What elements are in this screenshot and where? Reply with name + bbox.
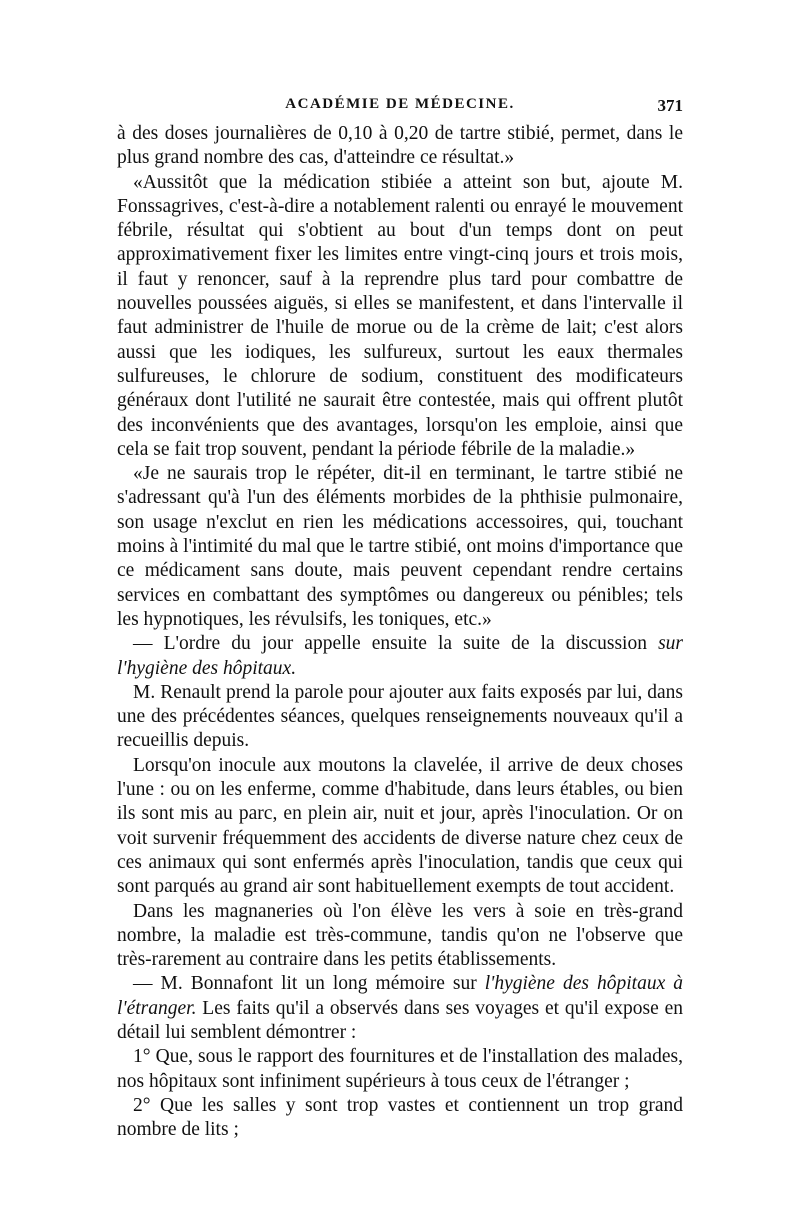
- body-text: [117, 122, 683, 1142]
- bonnafont-text: — M. Bonnafont lit un long mémoire sur: [133, 973, 485, 995]
- paragraph-bonnafont: [117, 972, 683, 1045]
- paragraph-closing-quote: «Je ne saurais trop le répéter, dit-il en terminant, le tartre stibié ne s'adressant qu'à l'un des éléments morbides de la phthisie pulmonaire, son usage n'exclut en rien les médications accessoires, qui, touchant moins à l'intimité du mal que le tartre stibié, ont moins d'importance que ce médicament sans doute, mais peuvent cependant rendre certains services en combattant des symptômes ou dangereux ou pénibles; tels les hypnotiques, les révulsifs, les toniques, etc.»: [117, 463, 683, 630]
- order-of-day-topic: sur l'hygiène des hôpitaux.: [117, 633, 683, 679]
- order-of-day-text: — L'ordre du jour appelle ensuite la suite de la discussion: [133, 633, 659, 655]
- paragraph-renault: M. Renault prend la parole pour ajouter aux faits exposés par lui, dans une des précédentes séances, quelques renseignements nouveaux qu'il a recueillis depuis.: [117, 681, 683, 752]
- paragraph-clavelee: Lorsqu'on inocule aux moutons la clavelée, il arrive de deux choses l'une : ou on les enferme, comme d'habitude, dans leurs étables, ou bien ils sont mis au parc, en plein air, nuit et jour, après l'inoculation. Or on voit survenir fréquemment des accidents de diverse nature chez ceux de ces animaux qui sont enfermés après l'inoculation, tandis que ceux qui sont parqués au grand air sont habituellement exempts de tout accident.: [117, 754, 683, 898]
- paragraph-order-of-day: [117, 632, 683, 681]
- running-title: ACADÉMIE DE MÉDECINE.: [285, 96, 515, 112]
- list-item-1: 1° Que, sous le rapport des fournitures et de l'installation des malades, nos hôpitaux sont infiniment supérieurs à tous ceux de l'étranger ;: [117, 1046, 683, 1092]
- page-header: [117, 96, 683, 122]
- bonnafont-after: Les faits qu'il a observés dans ses voyages et qu'il expose en détail lui semblent démontrer :: [117, 997, 683, 1043]
- bonnafont-title: l'hygiène des hôpitaux à l'étranger.: [117, 973, 683, 1019]
- paragraph-fonssagrives-quote: «Aussitôt que la médication stibiée a atteint son but, ajoute M. Fonssagrives, c'est-à-dire a notablement ralenti ou enrayé le mouvement fébrile, résultat qui s'obtient au bout d'un temps dont on peut approximativement fixer les limites entre vingt-cinq jours et trois mois, il faut y renoncer, sauf à la reprendre plus tard pour combattre de nouvelles poussées aiguës, si elles se manifestent, et dans l'intervalle il faut administrer de l'huile de morue ou de la crème de lait; c'est alors aussi que les iodiques, les sulfureux, surtout les eaux thermales sulfureuses, le chlorure de sodium, constituent des modificateurs généraux dont l'utilité ne saurait être contestée, mais qui offrent plutôt des inconvénients que des avantages, lorsqu'on les emploie, ainsi que cela se fait trop souvent, pendant la période fébrile de la maladie.»: [117, 171, 683, 460]
- paragraph-magnaneries: Dans les magnaneries où l'on élève les vers à soie en très-grand nombre, la maladie est très-commune, tandis qu'on ne l'observe que très-rarement au contraire dans les petits établissements.: [117, 900, 683, 971]
- paragraph-continuation: à des doses journalières de 0,10 à 0,20 de tartre stibié, permet, dans le plus grand nombre des cas, d'atteindre ce résultat.»: [117, 123, 683, 169]
- page-number: 371: [657, 96, 683, 115]
- list-item-2: 2° Que les salles y sont trop vastes et contiennent un trop grand nombre de lits ;: [117, 1094, 683, 1141]
